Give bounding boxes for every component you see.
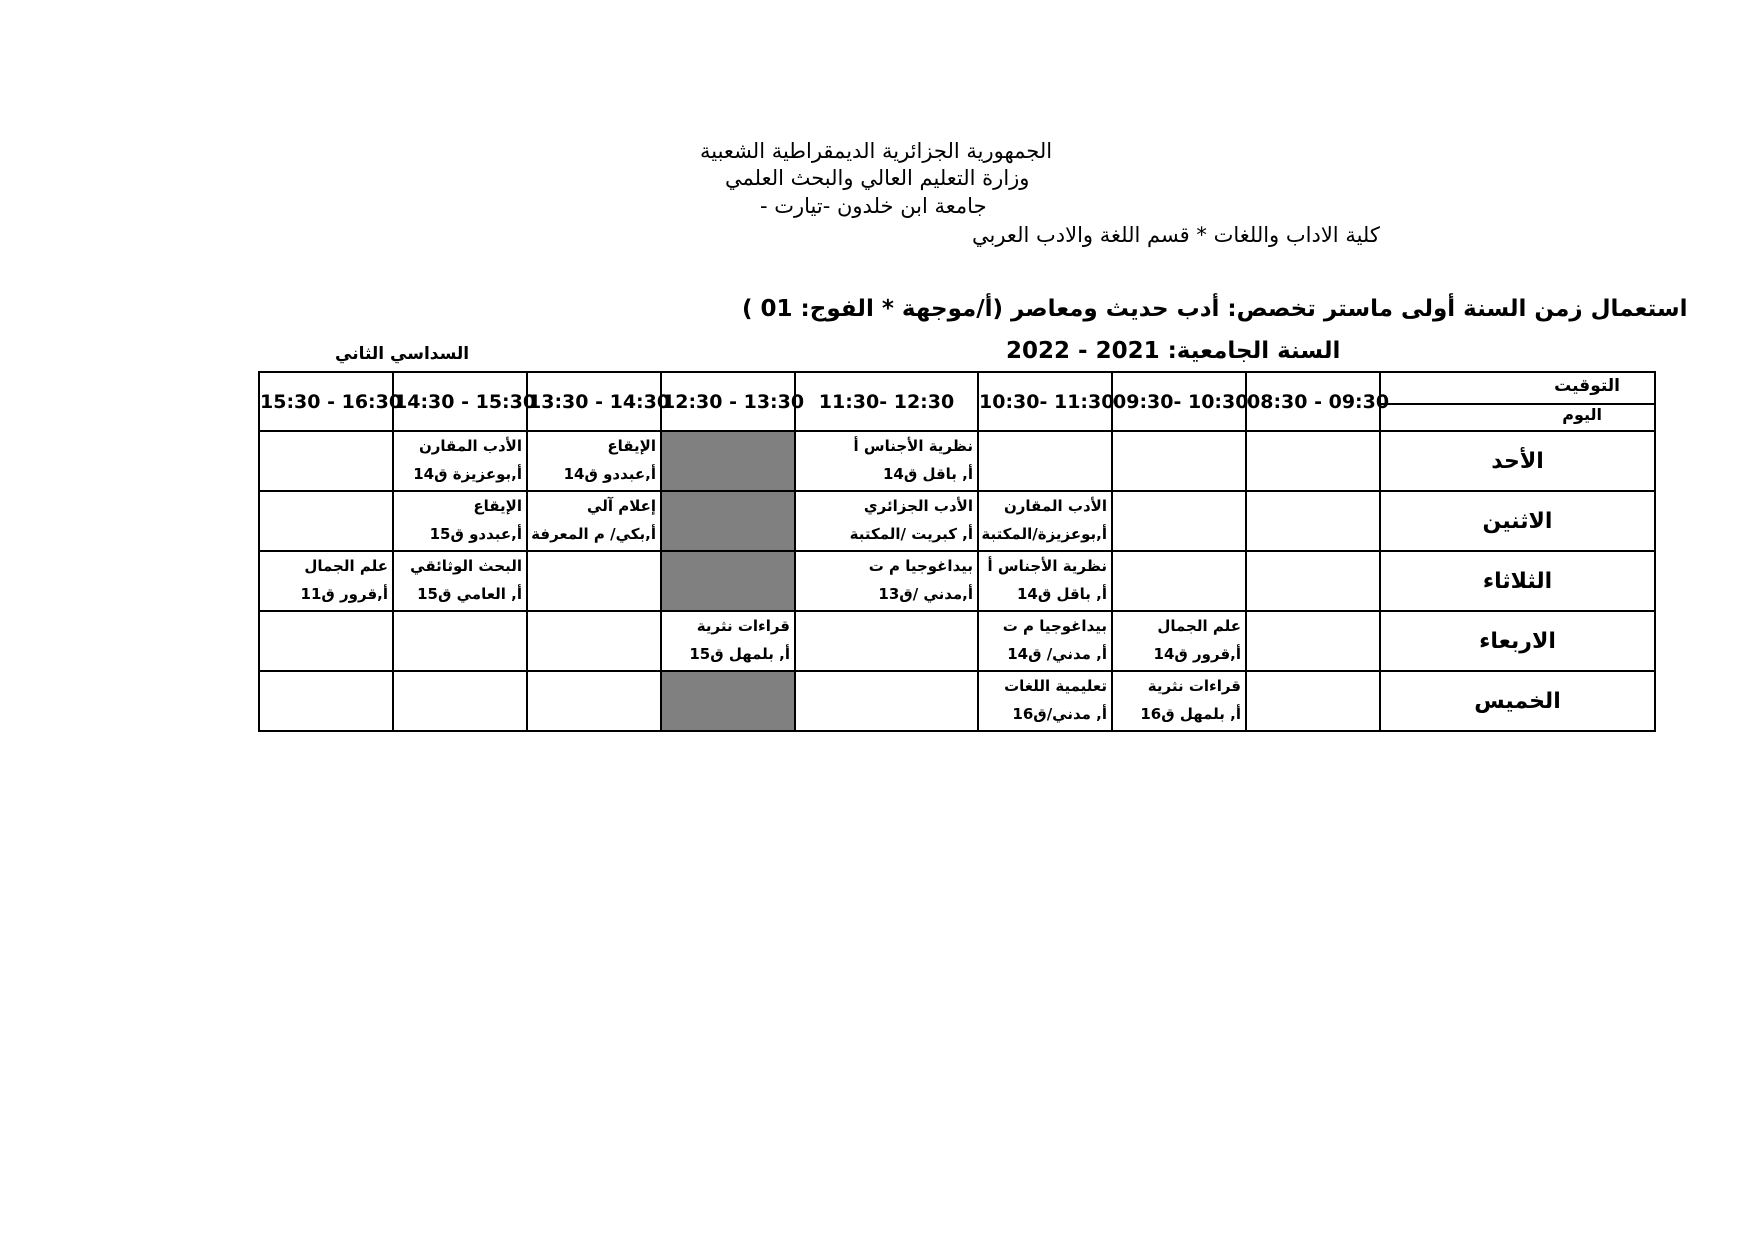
- session-cell: [1246, 551, 1380, 611]
- day-thursday: الخميس: [1380, 671, 1655, 731]
- time-slot-1330: 13:30 - 14:30: [527, 372, 661, 431]
- course-teacher-room: أ, العامي ق15: [417, 585, 522, 603]
- time-slot-0930: 09:30- 10:30: [1112, 372, 1246, 431]
- course-name: بيداغوجيا م ت: [1002, 617, 1107, 635]
- session-cell: [978, 611, 1112, 671]
- session-cell: [527, 551, 661, 611]
- academic-year: السنة الجامعية: 2021 - 2022: [1006, 338, 1341, 364]
- time-slot-1530: 15:30 - 16:30: [259, 372, 393, 431]
- schedule-title: استعمال زمن السنة أولى ماستر تخصص: أدب حديث ومعاصر (أ/موجهة * الفوج: 01 ): [742, 296, 1688, 322]
- session-cell: [795, 611, 978, 671]
- time-slot-1230: 12:30 - 13:30: [661, 372, 795, 431]
- time-slot-0830: 08:30 - 09:30: [1246, 372, 1380, 431]
- session-cell: [393, 551, 527, 611]
- course-teacher-room: أ, مدني/ ق14: [1007, 645, 1107, 663]
- session-cell: [1246, 491, 1380, 551]
- session-cell: [393, 491, 527, 551]
- session-cell: [978, 671, 1112, 731]
- session-cell: [259, 431, 393, 491]
- course-name: بيداغوجيا م ت: [868, 557, 973, 575]
- time-slot-1430: 14:30 - 15:30: [393, 372, 527, 431]
- course-name: قراءات نثرية: [696, 617, 790, 635]
- session-cell: [978, 551, 1112, 611]
- break-cell: [661, 551, 795, 611]
- course-name: علم الجمال: [1157, 617, 1241, 635]
- course-name: الإيقاع: [473, 497, 522, 515]
- course-name: إعلام آلي: [587, 497, 656, 515]
- break-cell: [661, 491, 795, 551]
- course-teacher-room: أ,بوعزيزة/المكتبة: [981, 525, 1107, 543]
- session-cell: [527, 431, 661, 491]
- course-name: الأدب الجزائري: [863, 497, 973, 515]
- session-cell: [795, 431, 978, 491]
- session-cell: [795, 551, 978, 611]
- session-cell: [393, 431, 527, 491]
- header-republic: الجمهورية الجزائرية الديمقراطية الشعبية: [700, 139, 1053, 163]
- course-teacher-room: أ, بلمهل ق16: [1140, 705, 1241, 723]
- session-cell: [795, 491, 978, 551]
- course-teacher-room: أ,قرور ق14: [1153, 645, 1241, 663]
- day-row-sunday: [259, 431, 1655, 491]
- session-cell: [1112, 431, 1246, 491]
- corner-divider: [1381, 403, 1654, 405]
- header-university: جامعة ابن خلدون -تيارت -: [760, 194, 987, 218]
- session-cell: [661, 611, 795, 671]
- header-ministry: وزارة التعليم العالي والبحث العلمي: [725, 166, 1030, 190]
- session-cell: [795, 671, 978, 731]
- header-corner: [1380, 372, 1655, 431]
- session-cell: [259, 671, 393, 731]
- break-cell: [661, 431, 795, 491]
- course-name: الإيقاع: [607, 437, 656, 455]
- day-row-wednesday: [259, 611, 1655, 671]
- course-name: الأدب المقارن: [1003, 497, 1107, 515]
- session-cell: [527, 611, 661, 671]
- day-wednesday: الاربعاء: [1380, 611, 1655, 671]
- course-teacher-room: أ,مدني /ق13: [878, 585, 973, 603]
- day-tuesday: الثلاثاء: [1380, 551, 1655, 611]
- session-cell: [393, 611, 527, 671]
- session-cell: [1246, 671, 1380, 731]
- course-name: الأدب المقارن: [418, 437, 522, 455]
- break-cell: [661, 671, 795, 731]
- day-sunday: الأحد: [1380, 431, 1655, 491]
- session-cell: [1112, 671, 1246, 731]
- session-cell: [259, 491, 393, 551]
- day-row-thursday: [259, 671, 1655, 731]
- course-name: نظرية الأجناس أ: [853, 437, 973, 455]
- time-slot-1130: 11:30- 12:30: [795, 372, 978, 431]
- course-teacher-room: أ,عبددو ق15: [429, 525, 522, 543]
- session-cell: [978, 431, 1112, 491]
- day-label: اليوم: [1562, 405, 1602, 424]
- course-teacher-room: أ, باقل ق14: [1016, 585, 1107, 603]
- session-cell: [527, 491, 661, 551]
- semester-label: السداسي الثاني: [335, 344, 470, 364]
- session-cell: [1112, 551, 1246, 611]
- session-cell: [1112, 611, 1246, 671]
- time-header-row: [259, 372, 1655, 431]
- session-cell: [1112, 491, 1246, 551]
- course-name: قراءات نثرية: [1147, 677, 1241, 695]
- session-cell: [393, 671, 527, 731]
- course-teacher-room: أ, باقل ق14: [882, 465, 973, 483]
- course-name: نظرية الأجناس أ: [987, 557, 1107, 575]
- session-cell: [527, 671, 661, 731]
- header-faculty: كلية الاداب واللغات * قسم اللغة والادب العربي: [972, 223, 1380, 247]
- time-slot-1030: 10:30- 11:30: [978, 372, 1112, 431]
- day-monday: الاثنين: [1380, 491, 1655, 551]
- time-label: التوقيت: [1554, 376, 1620, 396]
- session-cell: [259, 611, 393, 671]
- course-name: علم الجمال: [304, 557, 388, 575]
- day-row-monday: [259, 491, 1655, 551]
- session-cell: [1246, 611, 1380, 671]
- session-cell: [259, 551, 393, 611]
- timetable: [258, 371, 1656, 732]
- course-teacher-room: أ, بلمهل ق15: [689, 645, 790, 663]
- course-teacher-room: أ,قرور ق11: [300, 585, 388, 603]
- session-cell: [978, 491, 1112, 551]
- course-teacher-room: أ,بكي/ م المعرفة: [531, 525, 656, 543]
- course-teacher-room: أ,بوعزيزة ق14: [413, 465, 522, 483]
- course-teacher-room: أ,عبددو ق14: [563, 465, 656, 483]
- course-name: البحث الوثائقي: [410, 557, 522, 575]
- session-cell: [1246, 431, 1380, 491]
- course-name: تعليمية اللغات: [1004, 677, 1107, 695]
- course-teacher-room: أ, كبريت /المكتبة: [849, 525, 973, 543]
- course-teacher-room: أ, مدني/ق16: [1012, 705, 1107, 723]
- day-row-tuesday: [259, 551, 1655, 611]
